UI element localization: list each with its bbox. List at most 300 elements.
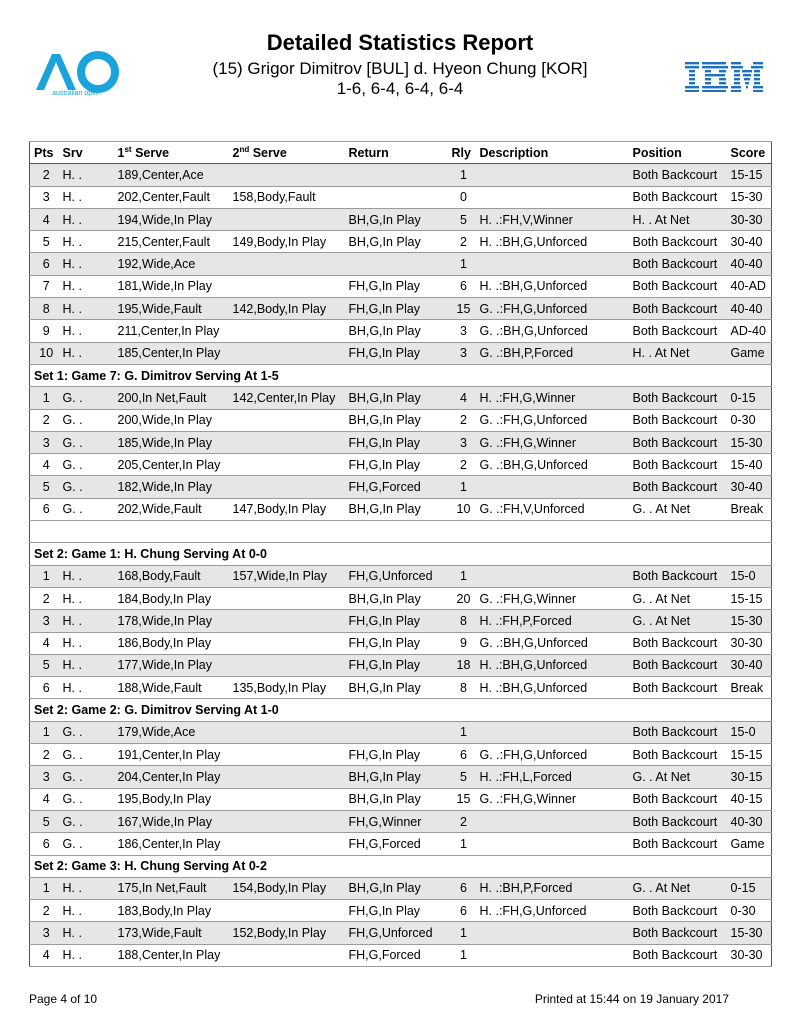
cell-score: Game — [727, 342, 772, 364]
cell-rly: 1 — [448, 565, 476, 587]
cell-rly: 5 — [448, 208, 476, 230]
cell-position: Both Backcourt — [629, 922, 727, 944]
set-header-row — [30, 543, 772, 565]
table-row — [30, 922, 772, 944]
cell-rly: 2 — [448, 454, 476, 476]
cell-return: FH,G,Forced — [345, 944, 448, 966]
cell-rly: 9 — [448, 632, 476, 654]
cell-srv: G. . — [59, 744, 114, 766]
cell-first-serve: 177,Wide,In Play — [114, 654, 229, 676]
cell-pts: 4 — [30, 632, 59, 654]
cell-srv: G. . — [59, 810, 114, 832]
cell-rly: 20 — [448, 587, 476, 609]
table-row — [30, 342, 772, 364]
cell-pts: 3 — [30, 610, 59, 632]
cell-score: 30-30 — [727, 944, 772, 966]
report-title: Detailed Statistics Report — [266, 30, 534, 55]
cell-second-serve: 147,Body,In Play — [229, 498, 345, 520]
cell-description: H. .:FH,P,Forced — [476, 610, 629, 632]
cell-description: H. .:BH,G,Unforced — [476, 231, 629, 253]
cell-score: 40-30 — [727, 810, 772, 832]
cell-second-serve — [229, 766, 345, 788]
cell-rly: 1 — [448, 922, 476, 944]
cell-rly: 1 — [448, 253, 476, 275]
cell-return: BH,G,In Play — [345, 587, 448, 609]
table-row — [30, 565, 772, 587]
column-second-serve — [229, 142, 345, 164]
cell-first-serve: 183,Body,In Play — [114, 900, 229, 922]
cell-pts: 5 — [30, 476, 59, 498]
cell-return: FH,G,In Play — [345, 900, 448, 922]
cell-srv: G. . — [59, 476, 114, 498]
cell-rly: 8 — [448, 610, 476, 632]
cell-description: G. .:BH,G,Unforced — [476, 632, 629, 654]
cell-pts: 2 — [30, 164, 59, 186]
cell-pts: 2 — [30, 744, 59, 766]
cell-score: 15-15 — [727, 587, 772, 609]
cell-srv: G. . — [59, 387, 114, 409]
cell-description: G. .:BH,P,Forced — [476, 342, 629, 364]
cell-second-serve: 142,Center,In Play — [229, 387, 345, 409]
set-header-row — [30, 364, 772, 386]
table-row — [30, 208, 772, 230]
cell-description — [476, 565, 629, 587]
cell-rly: 8 — [448, 677, 476, 699]
cell-description — [476, 922, 629, 944]
cell-return: BH,G,In Play — [345, 877, 448, 899]
cell-pts: 1 — [30, 565, 59, 587]
table-row — [30, 766, 772, 788]
cell-second-serve — [229, 208, 345, 230]
australian-open-subtext: australian open — [52, 90, 100, 97]
table-row — [30, 877, 772, 899]
cell-srv: H. . — [59, 632, 114, 654]
cell-position: Both Backcourt — [629, 788, 727, 810]
cell-score: 15-15 — [727, 164, 772, 186]
cell-second-serve — [229, 476, 345, 498]
cell-return: BH,G,In Play — [345, 766, 448, 788]
cell-position: Both Backcourt — [629, 275, 727, 297]
set-header-row — [30, 699, 772, 721]
cell-second-serve — [229, 632, 345, 654]
cell-first-serve: 189,Center,Ace — [114, 164, 229, 186]
cell-return: BH,G,In Play — [345, 320, 448, 342]
cell-pts: 5 — [30, 231, 59, 253]
cell-srv: H. . — [59, 877, 114, 899]
table-row — [30, 164, 772, 186]
cell-description: H. .:FH,G,Unforced — [476, 900, 629, 922]
cell-second-serve — [229, 431, 345, 453]
cell-description — [476, 810, 629, 832]
cell-score: 15-15 — [727, 744, 772, 766]
cell-srv: H. . — [59, 944, 114, 966]
cell-srv: G. . — [59, 833, 114, 855]
cell-second-serve — [229, 253, 345, 275]
cell-score: AD-40 — [727, 320, 772, 342]
cell-return: BH,G,In Play — [345, 788, 448, 810]
cell-srv: H. . — [59, 342, 114, 364]
cell-srv: H. . — [59, 922, 114, 944]
cell-pts: 1 — [30, 387, 59, 409]
cell-description: H. .:FH,G,Winner — [476, 387, 629, 409]
cell-first-serve: 173,Wide,Fault — [114, 922, 229, 944]
cell-second-serve: 152,Body,In Play — [229, 922, 345, 944]
cell-first-serve: 167,Wide,In Play — [114, 810, 229, 832]
cell-score: 40-40 — [727, 253, 772, 275]
cell-second-serve: 135,Body,In Play — [229, 677, 345, 699]
cell-position: G. . At Net — [629, 877, 727, 899]
cell-second-serve — [229, 454, 345, 476]
cell-srv: H. . — [59, 231, 114, 253]
cell-score: 40-AD — [727, 275, 772, 297]
cell-rly: 2 — [448, 409, 476, 431]
column-description: Description — [476, 142, 629, 164]
cell-pts: 2 — [30, 900, 59, 922]
cell-first-serve: 168,Body,Fault — [114, 565, 229, 587]
cell-first-serve: 194,Wide,In Play — [114, 208, 229, 230]
cell-position: Both Backcourt — [629, 900, 727, 922]
table-row — [30, 387, 772, 409]
cell-pts: 2 — [30, 409, 59, 431]
cell-score: 40-40 — [727, 298, 772, 320]
cell-score: 15-0 — [727, 721, 772, 743]
cell-return: FH,G,Winner — [345, 810, 448, 832]
cell-position: Both Backcourt — [629, 320, 727, 342]
cell-first-serve: 205,Center,In Play — [114, 454, 229, 476]
cell-description — [476, 186, 629, 208]
cell-rly: 5 — [448, 766, 476, 788]
cell-pts: 10 — [30, 342, 59, 364]
table-row — [30, 587, 772, 609]
cell-description: H. .:BH,P,Forced — [476, 877, 629, 899]
cell-second-serve — [229, 275, 345, 297]
cell-second-serve: 157,Wide,In Play — [229, 565, 345, 587]
cell-pts: 3 — [30, 186, 59, 208]
cell-return — [345, 253, 448, 275]
cell-score: 15-0 — [727, 565, 772, 587]
cell-position: H. . At Net — [629, 208, 727, 230]
cell-first-serve: 202,Wide,Fault — [114, 498, 229, 520]
cell-srv: H. . — [59, 186, 114, 208]
cell-first-serve: 200,In Net,Fault — [114, 387, 229, 409]
cell-rly: 4 — [448, 387, 476, 409]
cell-second-serve: 142,Body,In Play — [229, 298, 345, 320]
cell-srv: H. . — [59, 900, 114, 922]
cell-pts: 3 — [30, 431, 59, 453]
cell-srv: H. . — [59, 565, 114, 587]
cell-pts: 6 — [30, 498, 59, 520]
table-row — [30, 431, 772, 453]
cell-return: FH,G,In Play — [345, 632, 448, 654]
cell-srv: H. . — [59, 164, 114, 186]
cell-pts: 8 — [30, 298, 59, 320]
cell-second-serve — [229, 320, 345, 342]
cell-return: FH,G,Forced — [345, 476, 448, 498]
cell-first-serve: 195,Wide,Fault — [114, 298, 229, 320]
cell-pts: 6 — [30, 677, 59, 699]
cell-return: BH,G,In Play — [345, 231, 448, 253]
cell-first-serve: 200,Wide,In Play — [114, 409, 229, 431]
cell-pts: 6 — [30, 253, 59, 275]
table-row — [30, 944, 772, 966]
cell-first-serve: 211,Center,In Play — [114, 320, 229, 342]
cell-srv: H. . — [59, 253, 114, 275]
cell-rly: 1 — [448, 944, 476, 966]
table-row — [30, 788, 772, 810]
cell-return: FH,G,In Play — [345, 744, 448, 766]
cell-description: G. .:BH,G,Unforced — [476, 454, 629, 476]
report-header — [0, 0, 800, 110]
cell-rly: 1 — [448, 721, 476, 743]
column-pts: Pts — [30, 142, 59, 164]
cell-score: 15-40 — [727, 454, 772, 476]
cell-score: Game — [727, 833, 772, 855]
cell-rly: 3 — [448, 342, 476, 364]
cell-rly: 1 — [448, 833, 476, 855]
cell-second-serve: 158,Body,Fault — [229, 186, 345, 208]
table-row — [30, 186, 772, 208]
cell-first-serve: 185,Center,In Play — [114, 342, 229, 364]
cell-score: 15-30 — [727, 431, 772, 453]
match-score: 1-6, 6-4, 6-4, 6-4 — [336, 79, 464, 98]
cell-score: Break — [727, 677, 772, 699]
set-header-label: Set 2: Game 2: G. Dimitrov Serving At 1-0 — [30, 699, 772, 721]
cell-return: FH,G,In Play — [345, 431, 448, 453]
cell-pts: 3 — [30, 766, 59, 788]
cell-srv: H. . — [59, 320, 114, 342]
cell-position: Both Backcourt — [629, 565, 727, 587]
cell-description: H. .:BH,G,Unforced — [476, 677, 629, 699]
table-body — [30, 164, 772, 967]
cell-srv: G. . — [59, 788, 114, 810]
cell-srv: G. . — [59, 431, 114, 453]
table-row — [30, 810, 772, 832]
cell-srv: G. . — [59, 454, 114, 476]
cell-position: H. . At Net — [629, 342, 727, 364]
cell-second-serve — [229, 788, 345, 810]
cell-first-serve: 186,Body,In Play — [114, 632, 229, 654]
cell-srv: H. . — [59, 298, 114, 320]
cell-rly: 18 — [448, 654, 476, 676]
cell-score: 30-40 — [727, 231, 772, 253]
table-row — [30, 409, 772, 431]
cell-return — [345, 721, 448, 743]
statistics-table — [29, 141, 772, 967]
cell-second-serve: 149,Body,In Play — [229, 231, 345, 253]
set-header-label: Set 2: Game 3: H. Chung Serving At 0-2 — [30, 855, 772, 877]
cell-pts: 1 — [30, 721, 59, 743]
cell-description: G. .:FH,G,Winner — [476, 587, 629, 609]
table-row — [30, 454, 772, 476]
cell-description: G. .:FH,G,Unforced — [476, 409, 629, 431]
cell-rly: 2 — [448, 231, 476, 253]
cell-rly: 3 — [448, 320, 476, 342]
cell-position: Both Backcourt — [629, 476, 727, 498]
cell-pts: 5 — [30, 654, 59, 676]
table-row — [30, 632, 772, 654]
cell-position: Both Backcourt — [629, 744, 727, 766]
first-serve-text: Serve — [135, 146, 170, 161]
cell-srv: G. . — [59, 498, 114, 520]
printed-timestamp: Printed at 15:44 on 19 January 2017 — [534, 992, 729, 1006]
table-row — [30, 498, 772, 520]
cell-position: Both Backcourt — [629, 632, 727, 654]
cell-return — [345, 164, 448, 186]
cell-score: 15-30 — [727, 610, 772, 632]
cell-description — [476, 476, 629, 498]
cell-score: 30-40 — [727, 654, 772, 676]
cell-position: Both Backcourt — [629, 431, 727, 453]
cell-description: G. .:FH,G,Unforced — [476, 298, 629, 320]
column-position: Position — [629, 142, 727, 164]
second-serve-sup: nd — [239, 145, 250, 155]
cell-rly: 6 — [448, 275, 476, 297]
cell-srv: H. . — [59, 610, 114, 632]
cell-score: 15-30 — [727, 186, 772, 208]
cell-pts: 4 — [30, 208, 59, 230]
cell-return: FH,G,Forced — [345, 833, 448, 855]
cell-pts: 2 — [30, 587, 59, 609]
cell-position: Both Backcourt — [629, 387, 727, 409]
cell-position: Both Backcourt — [629, 677, 727, 699]
cell-first-serve: 175,In Net,Fault — [114, 877, 229, 899]
cell-first-serve: 195,Body,In Play — [114, 788, 229, 810]
blank-cell — [30, 521, 772, 543]
cell-position: G. . At Net — [629, 610, 727, 632]
cell-rly: 10 — [448, 498, 476, 520]
cell-srv: H. . — [59, 677, 114, 699]
cell-pts: 4 — [30, 788, 59, 810]
cell-position: G. . At Net — [629, 766, 727, 788]
cell-first-serve: 191,Center,In Play — [114, 744, 229, 766]
cell-pts: 3 — [30, 922, 59, 944]
cell-description: G. .:FH,V,Unforced — [476, 498, 629, 520]
cell-second-serve — [229, 810, 345, 832]
table-row — [30, 721, 772, 743]
cell-second-serve: 154,Body,In Play — [229, 877, 345, 899]
cell-return — [345, 186, 448, 208]
cell-description — [476, 721, 629, 743]
cell-first-serve: 178,Wide,In Play — [114, 610, 229, 632]
cell-description — [476, 944, 629, 966]
cell-description — [476, 253, 629, 275]
table-header-row — [30, 142, 772, 164]
cell-second-serve — [229, 164, 345, 186]
cell-first-serve: 188,Center,In Play — [114, 944, 229, 966]
cell-pts: 9 — [30, 320, 59, 342]
cell-second-serve — [229, 409, 345, 431]
cell-second-serve — [229, 342, 345, 364]
cell-return: BH,G,In Play — [345, 498, 448, 520]
cell-first-serve: 185,Wide,In Play — [114, 431, 229, 453]
cell-rly: 6 — [448, 900, 476, 922]
cell-rly: 15 — [448, 298, 476, 320]
cell-first-serve: 186,Center,In Play — [114, 833, 229, 855]
cell-return: BH,G,In Play — [345, 409, 448, 431]
cell-second-serve — [229, 721, 345, 743]
column-return: Return — [345, 142, 448, 164]
cell-second-serve — [229, 833, 345, 855]
set-header-label: Set 2: Game 1: H. Chung Serving At 0-0 — [30, 543, 772, 565]
column-srv: Srv — [59, 142, 114, 164]
cell-pts: 7 — [30, 275, 59, 297]
cell-position: Both Backcourt — [629, 944, 727, 966]
cell-second-serve — [229, 900, 345, 922]
cell-score: 0-30 — [727, 409, 772, 431]
table-row — [30, 231, 772, 253]
cell-position: Both Backcourt — [629, 298, 727, 320]
cell-position: Both Backcourt — [629, 721, 727, 743]
cell-rly: 6 — [448, 744, 476, 766]
cell-score: 30-15 — [727, 766, 772, 788]
cell-rly: 2 — [448, 810, 476, 832]
cell-srv: H. . — [59, 275, 114, 297]
blank-row — [30, 521, 772, 543]
cell-first-serve: 179,Wide,Ace — [114, 721, 229, 743]
table-row — [30, 900, 772, 922]
cell-srv: G. . — [59, 409, 114, 431]
cell-second-serve — [229, 610, 345, 632]
cell-description: H. .:BH,G,Unforced — [476, 275, 629, 297]
cell-description: G. .:BH,G,Unforced — [476, 320, 629, 342]
cell-score: 40-15 — [727, 788, 772, 810]
cell-position: Both Backcourt — [629, 253, 727, 275]
cell-return: FH,G,In Play — [345, 454, 448, 476]
cell-rly: 3 — [448, 431, 476, 453]
cell-position: Both Backcourt — [629, 164, 727, 186]
cell-description: H. .:BH,G,Unforced — [476, 654, 629, 676]
table-row — [30, 253, 772, 275]
cell-description: G. .:FH,G,Unforced — [476, 744, 629, 766]
cell-rly: 15 — [448, 788, 476, 810]
cell-first-serve: 215,Center,Fault — [114, 231, 229, 253]
cell-description — [476, 833, 629, 855]
page-number: Page 4 of 10 — [29, 992, 98, 1006]
cell-first-serve: 184,Body,In Play — [114, 587, 229, 609]
cell-return: FH,G,In Play — [345, 298, 448, 320]
cell-srv: H. . — [59, 208, 114, 230]
cell-rly: 6 — [448, 877, 476, 899]
cell-first-serve: 188,Wide,Fault — [114, 677, 229, 699]
set-header-row — [30, 855, 772, 877]
cell-return: FH,G,In Play — [345, 610, 448, 632]
cell-return: FH,G,Unforced — [345, 922, 448, 944]
cell-score: Break — [727, 498, 772, 520]
cell-position: Both Backcourt — [629, 454, 727, 476]
cell-rly: 1 — [448, 476, 476, 498]
table-row — [30, 275, 772, 297]
cell-description: H. .:FH,L,Forced — [476, 766, 629, 788]
cell-position: G. . At Net — [629, 498, 727, 520]
ibm-logo — [685, 60, 765, 92]
cell-srv: G. . — [59, 766, 114, 788]
cell-description: H. .:FH,V,Winner — [476, 208, 629, 230]
cell-score: 0-30 — [727, 900, 772, 922]
set-header-label: Set 1: Game 7: G. Dimitrov Serving At 1-5 — [30, 364, 772, 386]
cell-return: FH,G,In Play — [345, 342, 448, 364]
second-serve-num: 2 — [232, 146, 240, 161]
cell-pts: 4 — [30, 454, 59, 476]
cell-position: Both Backcourt — [629, 654, 727, 676]
cell-second-serve — [229, 744, 345, 766]
cell-srv: H. . — [59, 654, 114, 676]
cell-return: FH,G,In Play — [345, 275, 448, 297]
cell-pts: 4 — [30, 944, 59, 966]
cell-second-serve — [229, 944, 345, 966]
cell-position: Both Backcourt — [629, 810, 727, 832]
cell-return: BH,G,In Play — [345, 208, 448, 230]
cell-score: 15-30 — [727, 922, 772, 944]
